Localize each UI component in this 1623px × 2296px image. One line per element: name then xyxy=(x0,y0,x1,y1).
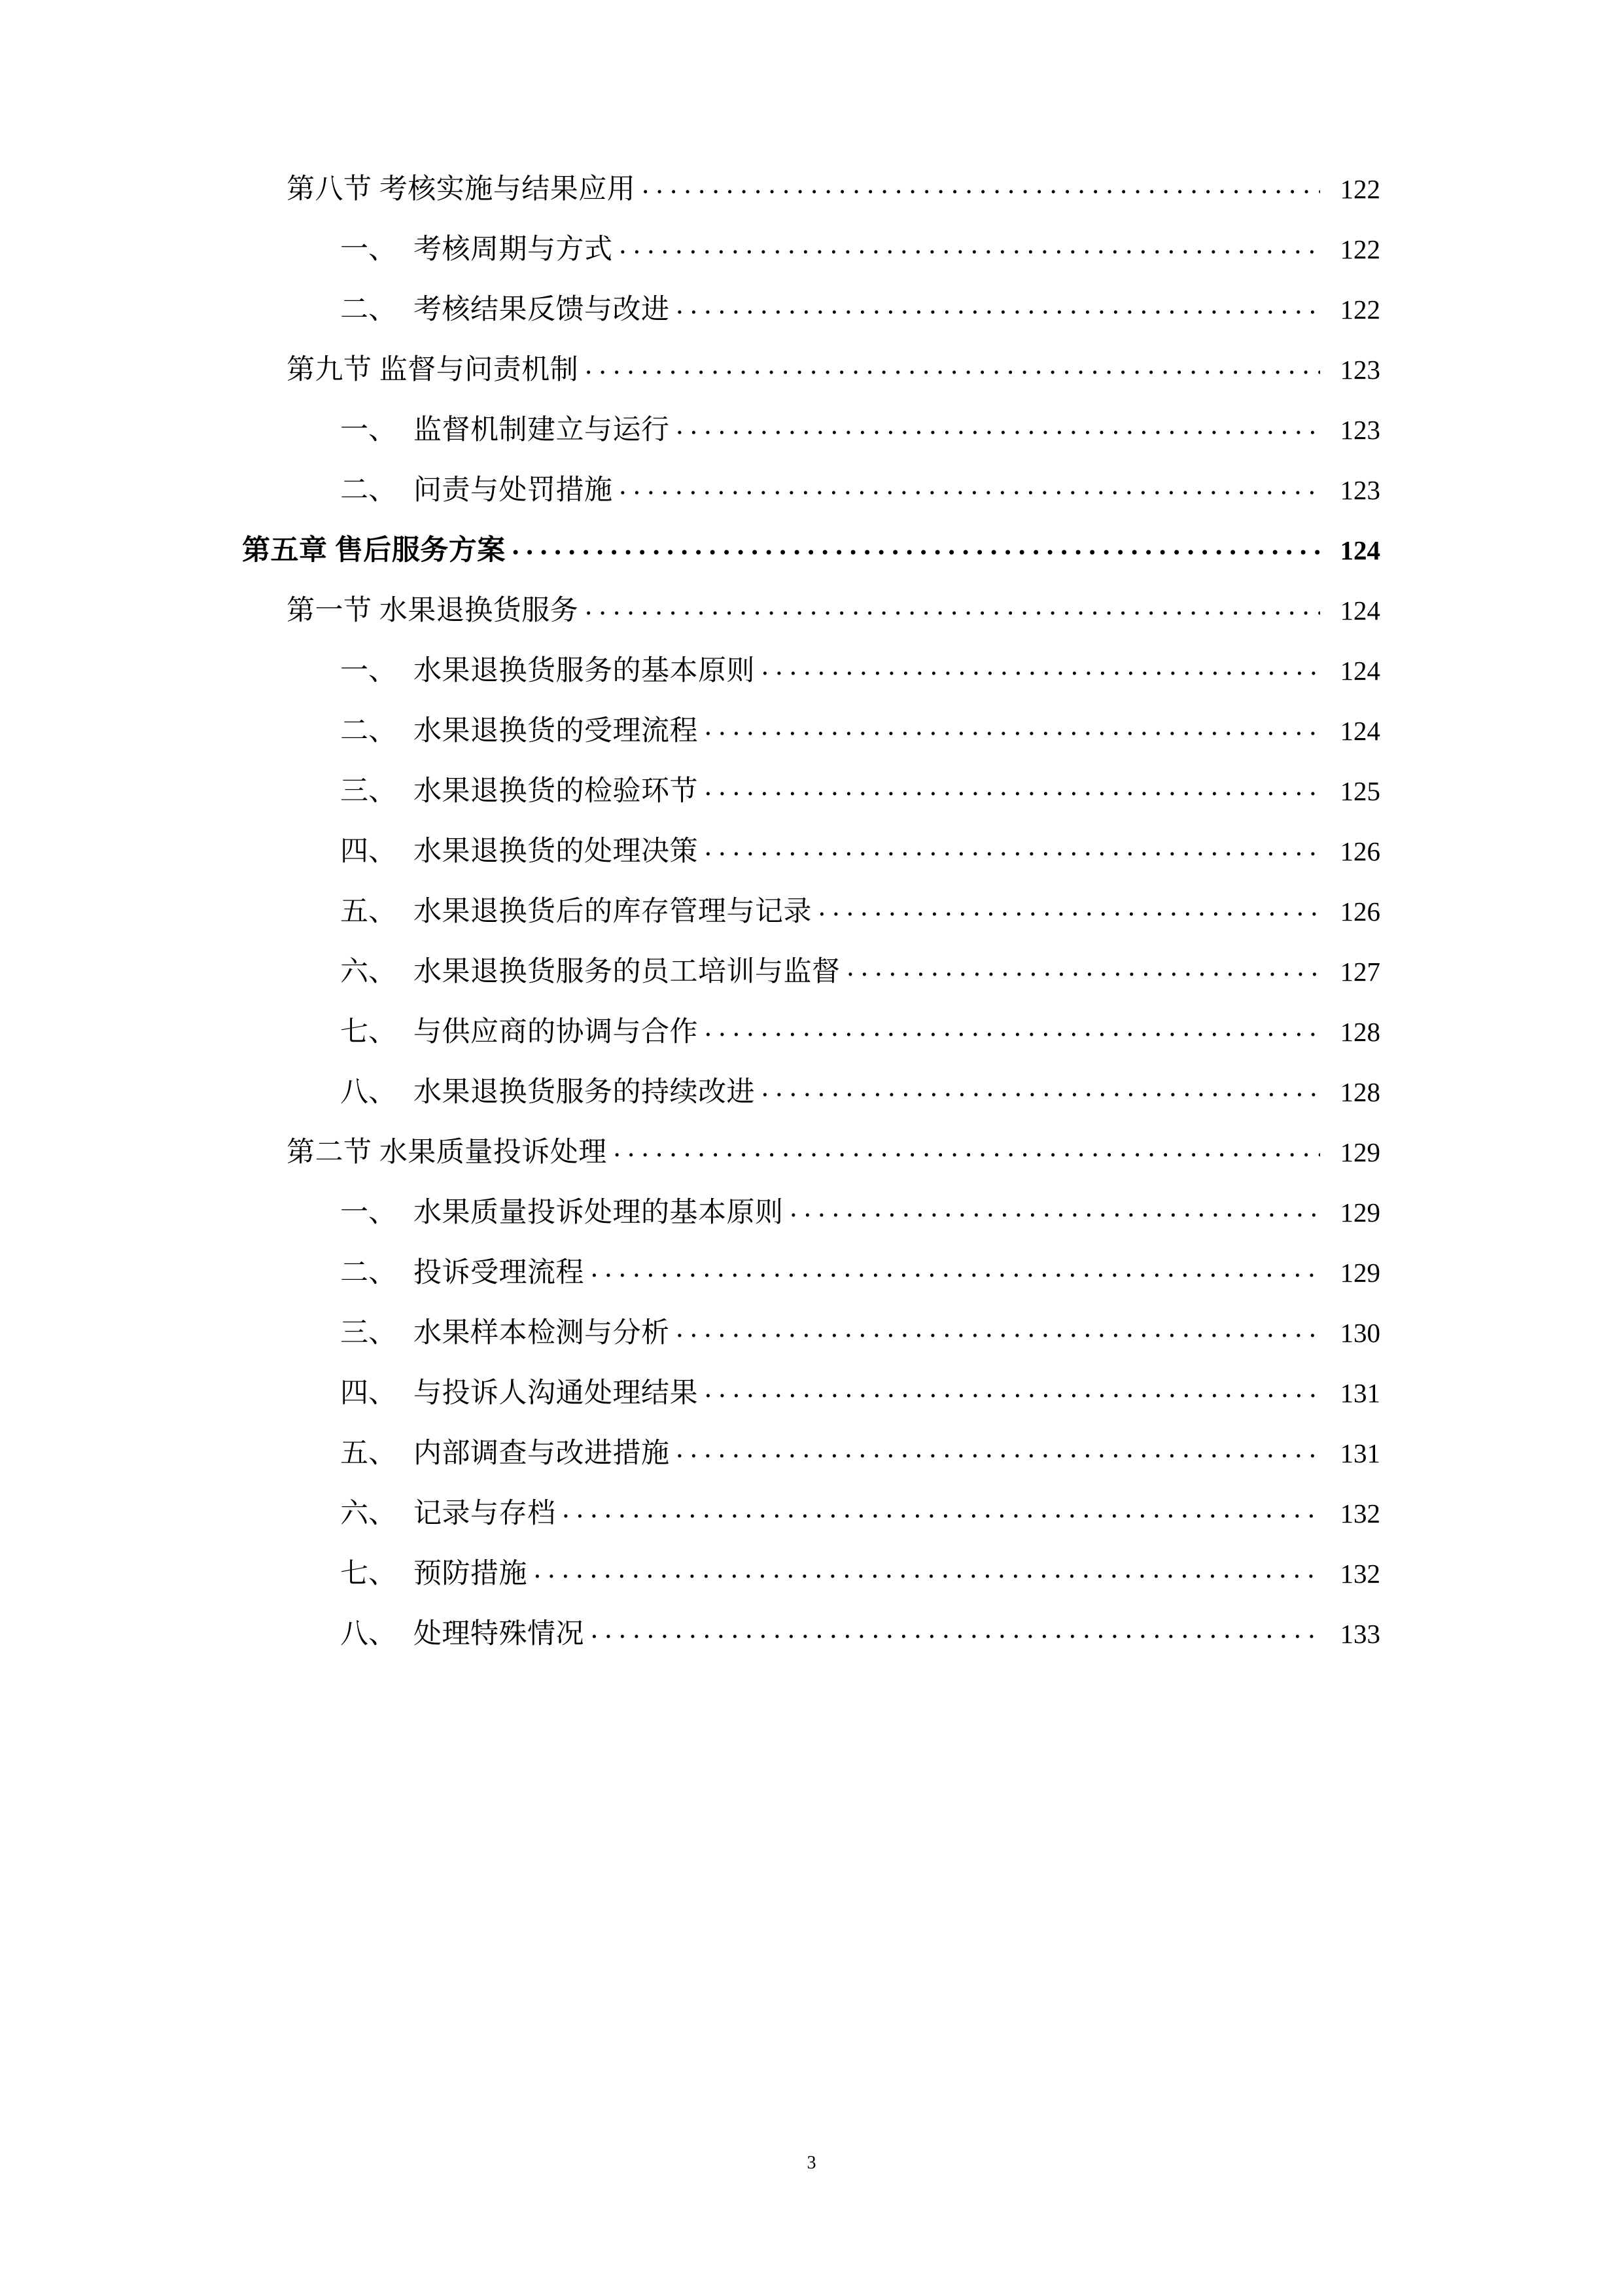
toc-entry[interactable] xyxy=(242,468,1380,508)
toc-entry-page-number: 124 xyxy=(1340,716,1380,746)
toc-entry-page-number: 123 xyxy=(1340,415,1380,445)
toc-entry[interactable] xyxy=(242,287,1380,327)
toc-entry[interactable] xyxy=(242,1612,1380,1651)
toc-entry-label: 第二节 水果质量投诉处理 xyxy=(287,1137,607,1168)
toc-entry-label: 内部调查与改进措施 xyxy=(413,1438,670,1469)
toc-leader-dots xyxy=(642,170,1320,198)
toc-leader-dots xyxy=(676,291,1321,319)
toc-entry-number: 六、 xyxy=(340,1498,396,1529)
toc-entry[interactable] xyxy=(242,1250,1380,1290)
toc-entry-number: 二、 xyxy=(340,716,396,747)
toc-entry-page-number: 131 xyxy=(1340,1378,1380,1408)
toc-entry-page-number: 124 xyxy=(1340,535,1380,565)
toc-entry-page-number: 122 xyxy=(1340,174,1380,204)
toc-entry-label: 水果退换货后的库存管理与记录 xyxy=(413,896,812,927)
toc-leader-dots xyxy=(591,1615,1320,1643)
toc-entry[interactable] xyxy=(242,1070,1380,1110)
toc-leader-dots xyxy=(512,531,1320,559)
toc-entry-number: 三、 xyxy=(340,1318,396,1349)
toc-entry-number: 七、 xyxy=(340,1017,396,1048)
toc-leader-dots xyxy=(790,1193,1321,1222)
toc-leader-dots xyxy=(620,230,1321,258)
toc-entry-page-number: 128 xyxy=(1340,1017,1380,1047)
toc-leader-dots xyxy=(591,1254,1320,1282)
toc-entry-page-number: 122 xyxy=(1340,234,1380,264)
toc-leader-dots xyxy=(705,1013,1320,1041)
toc-entry[interactable] xyxy=(242,227,1380,267)
toc-entry-number: 五、 xyxy=(340,896,396,927)
toc-leader-dots xyxy=(818,892,1320,921)
toc-entry[interactable] xyxy=(242,167,1380,207)
toc-entry[interactable] xyxy=(242,408,1380,448)
toc-entry[interactable] xyxy=(242,1311,1380,1351)
toc-entry-page-number: 124 xyxy=(1340,595,1380,626)
toc-entry-page-number: 124 xyxy=(1340,656,1380,686)
toc-entry-label: 预防措施 xyxy=(413,1559,527,1589)
toc-leader-dots xyxy=(534,1555,1320,1583)
toc-entry[interactable] xyxy=(242,588,1380,628)
toc-entry-number: 七、 xyxy=(340,1559,396,1589)
toc-entry-number: 五、 xyxy=(340,1438,396,1469)
toc-entry-label: 第八节 考核实施与结果应用 xyxy=(287,174,636,205)
toc-entry-page-number: 129 xyxy=(1340,1137,1380,1167)
toc-entry-label: 水果退换货服务的基本原则 xyxy=(413,656,755,686)
toc-entry-label: 第五章 售后服务方案 xyxy=(242,535,506,566)
toc-entry-label: 记录与存档 xyxy=(413,1498,556,1529)
toc-entry-page-number: 126 xyxy=(1340,896,1380,927)
toc-entry-label: 与供应商的协调与合作 xyxy=(413,1017,698,1048)
toc-leader-dots xyxy=(761,1073,1320,1101)
toc-entry-page-number: 132 xyxy=(1340,1559,1380,1589)
toc-entry-label: 水果退换货的检验环节 xyxy=(413,776,698,807)
toc-leader-dots xyxy=(620,471,1321,499)
toc-entry-page-number: 129 xyxy=(1340,1258,1380,1288)
toc-entry-label: 考核周期与方式 xyxy=(413,234,613,265)
table-of-contents xyxy=(242,167,1380,1672)
toc-entry[interactable] xyxy=(242,709,1380,749)
toc-entry[interactable] xyxy=(242,1190,1380,1230)
toc-entry[interactable] xyxy=(242,1010,1380,1050)
toc-leader-dots xyxy=(585,592,1320,620)
page-footer-number: 3 xyxy=(807,2153,816,2173)
toc-entry-label: 水果退换货服务的员工培训与监督 xyxy=(413,957,841,987)
toc-entry[interactable] xyxy=(242,1371,1380,1411)
toc-leader-dots xyxy=(705,712,1320,740)
toc-leader-dots xyxy=(705,772,1320,800)
toc-entry[interactable] xyxy=(242,1491,1380,1531)
toc-entry-label: 处理特殊情况 xyxy=(413,1619,584,1650)
toc-entry-number: 四、 xyxy=(340,836,396,867)
toc-entry-page-number: 127 xyxy=(1340,957,1380,987)
toc-entry-label: 问责与处罚措施 xyxy=(413,475,613,506)
toc-leader-dots xyxy=(614,1133,1320,1161)
toc-entry-number: 四、 xyxy=(340,1378,396,1409)
toc-entry-label: 考核结果反馈与改进 xyxy=(413,294,670,325)
toc-leader-dots xyxy=(705,1374,1320,1402)
toc-entry-page-number: 122 xyxy=(1340,294,1380,325)
toc-entry-label: 第一节 水果退换货服务 xyxy=(287,595,579,626)
toc-entry-page-number: 132 xyxy=(1340,1498,1380,1528)
toc-leader-dots xyxy=(676,1434,1321,1462)
toc-leader-dots xyxy=(847,953,1321,981)
toc-entry-number: 三、 xyxy=(340,776,396,807)
toc-leader-dots xyxy=(705,832,1320,860)
toc-entry-number: 八、 xyxy=(340,1619,396,1650)
toc-entry-page-number: 133 xyxy=(1340,1619,1380,1649)
toc-entry[interactable] xyxy=(242,1431,1380,1471)
toc-entry-number: 一、 xyxy=(340,234,396,265)
toc-entry-page-number: 123 xyxy=(1340,355,1380,385)
toc-entry-page-number: 129 xyxy=(1340,1197,1380,1227)
toc-entry[interactable] xyxy=(242,769,1380,809)
toc-leader-dots xyxy=(563,1494,1321,1523)
toc-entry[interactable] xyxy=(242,528,1380,568)
toc-entry-page-number: 131 xyxy=(1340,1438,1380,1468)
toc-entry-page-number: 128 xyxy=(1340,1077,1380,1107)
toc-entry-page-number: 125 xyxy=(1340,776,1380,806)
toc-entry[interactable] xyxy=(242,648,1380,688)
toc-entry[interactable] xyxy=(242,949,1380,989)
toc-entry-number: 一、 xyxy=(340,415,396,446)
toc-entry-label: 监督机制建立与运行 xyxy=(413,415,670,446)
toc-entry[interactable] xyxy=(242,829,1380,869)
toc-entry[interactable] xyxy=(242,347,1380,387)
toc-entry-number: 二、 xyxy=(340,475,396,506)
toc-entry-label: 水果退换货的处理决策 xyxy=(413,836,698,867)
toc-entry[interactable] xyxy=(242,1130,1380,1170)
toc-entry-page-number: 130 xyxy=(1340,1318,1380,1348)
toc-entry-page-number: 126 xyxy=(1340,836,1380,866)
toc-entry-label: 与投诉人沟通处理结果 xyxy=(413,1378,698,1409)
toc-entry-number: 一、 xyxy=(340,1197,396,1228)
toc-entry[interactable] xyxy=(242,1551,1380,1591)
toc-entry-label: 第九节 监督与问责机制 xyxy=(287,355,579,385)
toc-entry-number: 二、 xyxy=(340,1258,396,1288)
toc-entry-label: 投诉受理流程 xyxy=(413,1258,584,1288)
toc-entry-label: 水果质量投诉处理的基本原则 xyxy=(413,1197,784,1228)
toc-leader-dots xyxy=(585,351,1320,379)
toc-entry-page-number: 123 xyxy=(1340,475,1380,505)
toc-entry[interactable] xyxy=(242,889,1380,929)
toc-entry-label: 水果退换货的受理流程 xyxy=(413,716,698,747)
toc-entry-number: 二、 xyxy=(340,294,396,325)
toc-entry-number: 八、 xyxy=(340,1077,396,1108)
toc-leader-dots xyxy=(761,652,1320,680)
toc-entry-number: 六、 xyxy=(340,957,396,987)
toc-entry-label: 水果退换货服务的持续改进 xyxy=(413,1077,755,1108)
toc-leader-dots xyxy=(676,411,1321,439)
toc-leader-dots xyxy=(676,1314,1321,1342)
toc-entry-label: 水果样本检测与分析 xyxy=(413,1318,670,1349)
toc-entry-number: 一、 xyxy=(340,656,396,686)
